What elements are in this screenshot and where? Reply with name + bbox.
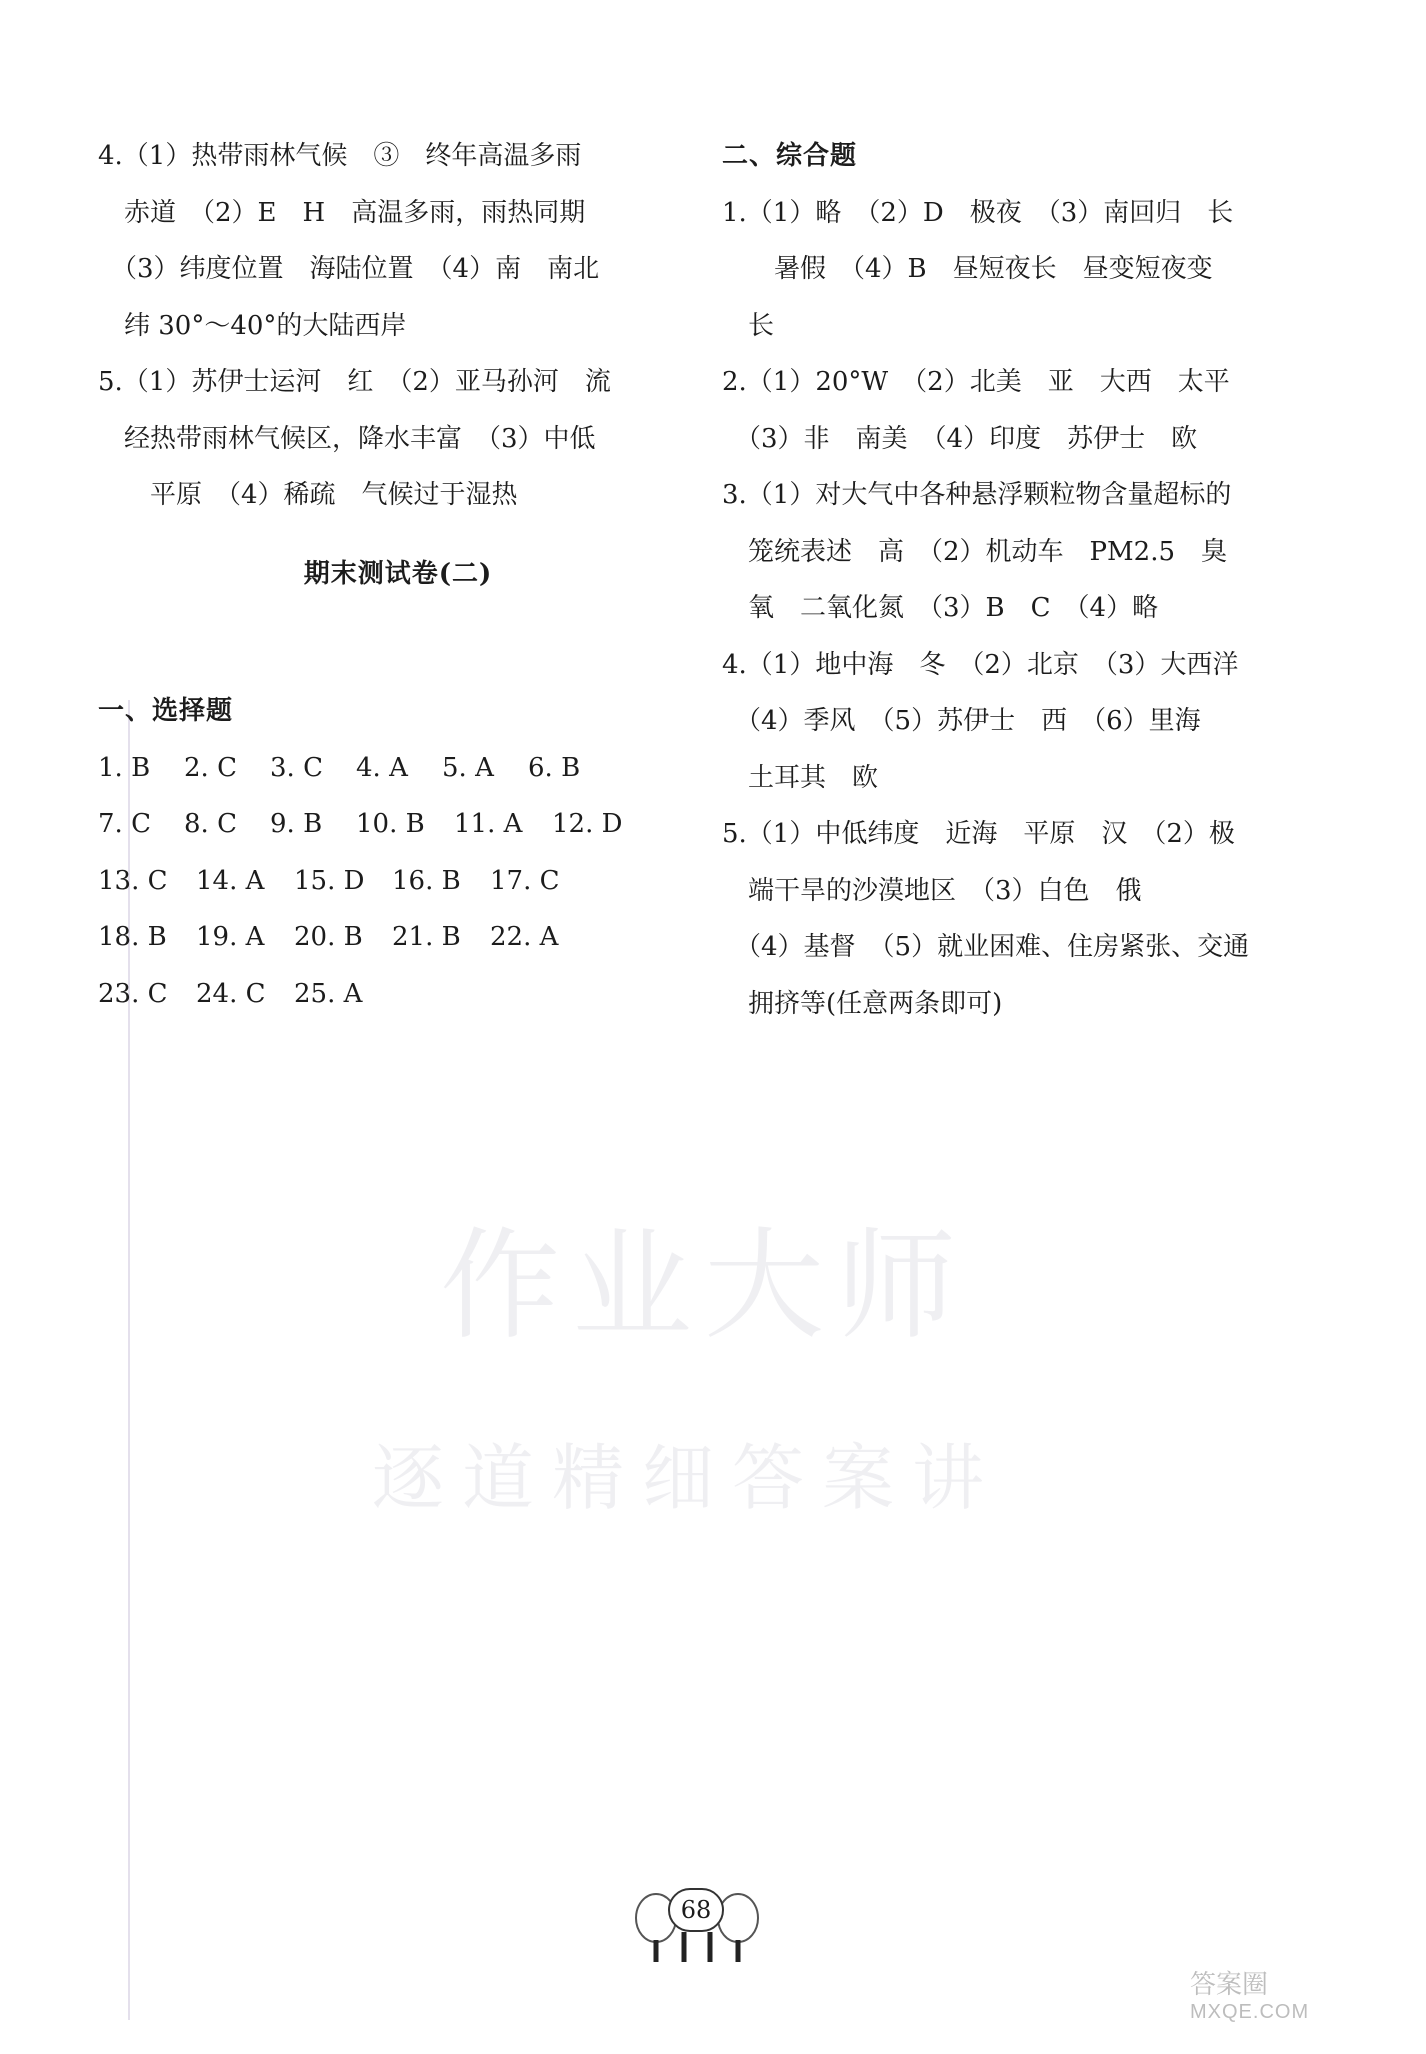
answer-line: 4.（1）热带雨林气候 ③ 终年高温多雨 bbox=[98, 141, 582, 171]
mcq-row bbox=[98, 740, 650, 797]
answer-line: 暑假 （4）B 昼短夜长 昼变短夜变 bbox=[722, 254, 1213, 284]
exam-title: 期末测试卷(二) bbox=[303, 559, 493, 589]
mcq-answer: 14. A bbox=[196, 865, 265, 896]
mcq-answer: 20. B bbox=[294, 922, 363, 952]
mcq-row bbox=[98, 796, 650, 853]
answer-line: （3）非 南美 （4）印度 苏伊士 欧 bbox=[722, 423, 1198, 454]
answer-line: 氧 二氧化氮 （3）B C （4）略 bbox=[722, 593, 1159, 623]
answer-line: 1.（1）略 （2）D 极夜 （3）南回归 长 bbox=[722, 197, 1234, 228]
site-logo-url: MXQE.COM bbox=[1190, 2001, 1310, 2023]
answer-line: 端干旱的沙漠地区 （3）白色 俄 bbox=[722, 875, 1142, 906]
answer-line: 平原 （4）稀疏 气候过于湿热 bbox=[98, 480, 518, 510]
answer-line: 长 bbox=[722, 310, 775, 341]
mcq-answer: 5. A bbox=[442, 752, 494, 783]
mcq-answer: 15. D bbox=[294, 865, 365, 896]
answer-line: 纬 30°～40°的大陆西岸 bbox=[98, 310, 407, 341]
right-column bbox=[722, 128, 1302, 1032]
mcq-answer: 11. A bbox=[454, 809, 523, 839]
mcq-row bbox=[98, 966, 650, 1023]
mcq-answer: 24. C bbox=[196, 978, 266, 1009]
mcq-answer: 6. B bbox=[528, 752, 581, 783]
mcq-answer: 9. B bbox=[270, 809, 323, 839]
answer-line: （4）基督 （5）就业困难、住房紧张、交通 bbox=[722, 932, 1250, 962]
answer-line: 5.（1）苏伊士运河 红 （2）亚马孙河 流 bbox=[98, 367, 611, 397]
mcq-answer: 22. A bbox=[490, 922, 559, 952]
mcq-answer: 25. A bbox=[294, 978, 363, 1009]
answer-line: 2.（1）20°W （2）北美 亚 大西 太平 bbox=[722, 367, 1230, 397]
mcq-answer: 4. A bbox=[356, 752, 408, 783]
mcq-answer: 12. D bbox=[552, 809, 623, 839]
mcq-answer: 7. C bbox=[98, 809, 151, 839]
mcq-answer: 10. B bbox=[356, 809, 425, 839]
mcq-answer: 13. C bbox=[98, 865, 168, 896]
mcq-answer: 23. C bbox=[98, 978, 168, 1009]
answer-line: 3.（1）对大气中各种悬浮颗粒物含量超标的 bbox=[722, 480, 1232, 510]
mcq-answer: 17. C bbox=[490, 865, 560, 896]
mcq-section bbox=[98, 683, 650, 1022]
answer-line: （3）纬度位置 海陆位置 （4）南 南北 bbox=[98, 254, 600, 284]
left-column bbox=[98, 128, 678, 524]
mcq-answer: 1. B bbox=[98, 752, 151, 783]
answer-line: 拥挤等(任意两条即可) bbox=[722, 988, 1003, 1019]
answer-line: （4）季风 （5）苏伊士 西 （6）里海 bbox=[722, 706, 1201, 736]
answer-line: 土耳其 欧 bbox=[722, 762, 879, 793]
mcq-answer: 2. C bbox=[184, 752, 237, 783]
answer-line: 5.（1）中低纬度 近海 平原 汉 （2）极 bbox=[722, 819, 1235, 849]
page-number: 68 bbox=[668, 1888, 724, 1932]
answer-line: 笼统表述 高 （2）机动车 PM2.5 臭 bbox=[722, 536, 1228, 567]
watermark-main: 作业大师 bbox=[440, 1217, 968, 1356]
mcq-answer: 18. B bbox=[98, 922, 167, 952]
answer-line: 赤道 （2）E H 高温多雨，雨热同期 bbox=[98, 197, 586, 228]
watermark-sub: 逐道精细答案讲 bbox=[372, 1436, 1003, 1520]
answer-line: 经热带雨林气候区，降水丰富 （3）中低 bbox=[98, 423, 596, 454]
mcq-answer: 8. C bbox=[184, 809, 237, 839]
site-logo-name: 答案圈 bbox=[1190, 1969, 1269, 1999]
mcq-row bbox=[98, 853, 650, 910]
mcq-heading: 一、选择题 bbox=[98, 696, 234, 726]
section-heading: 二、综合题 bbox=[722, 141, 858, 171]
mcq-answer: 3. C bbox=[270, 752, 323, 783]
mcq-answer: 19. A bbox=[196, 922, 265, 952]
mcq-answer: 16. B bbox=[392, 865, 461, 896]
answer-line: 4.（1）地中海 冬 （2）北京 （3）大西洋 bbox=[722, 649, 1239, 680]
mcq-answer: 21. B bbox=[392, 922, 461, 952]
site-logo bbox=[1190, 1964, 1309, 2024]
mcq-row bbox=[98, 909, 650, 966]
